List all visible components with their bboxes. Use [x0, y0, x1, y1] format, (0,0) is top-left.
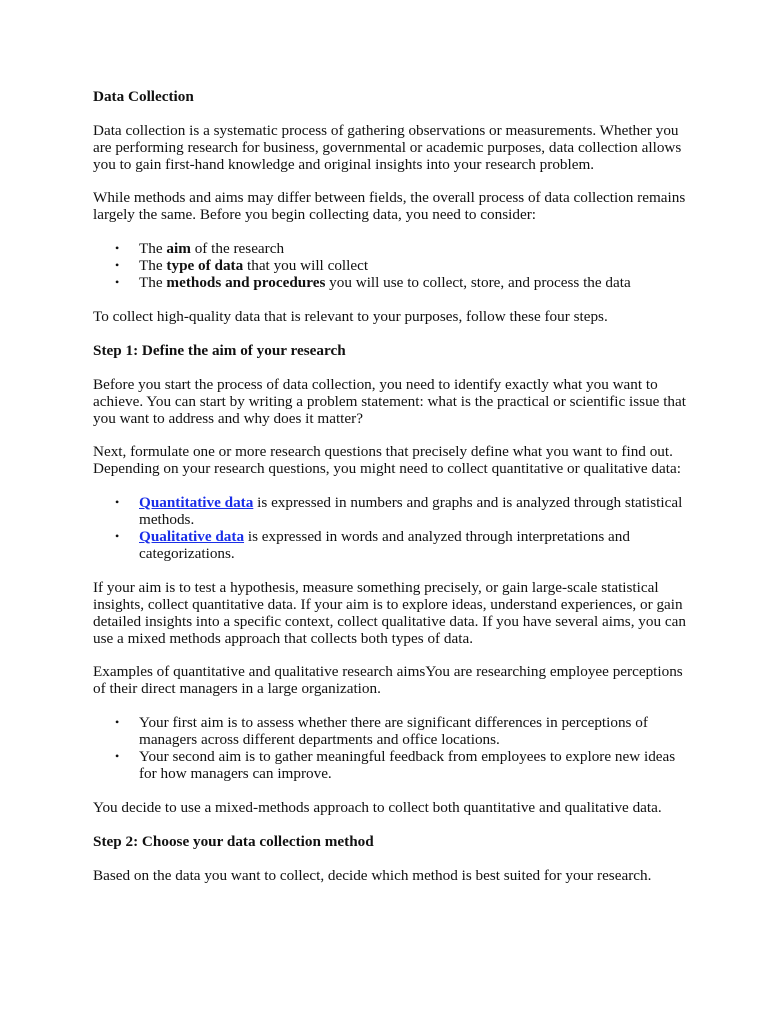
- bullet-icon: •: [115, 529, 120, 543]
- list-item-text: The: [139, 240, 167, 257]
- step1-paragraph-3: If your aim is to test a hypothesis, measure something precisely, or gain large-scale statistical insights, collect quantitative data. If your aim is to explore ideas, understand experiences, or gain detailed insights into a specific context, collect qualitative data. If you have several aims, you can use a mixed methods approach that collects both types of data.: [93, 579, 686, 647]
- qualitative-data-link[interactable]: Qualitative data: [139, 528, 245, 545]
- list-item: [93, 714, 688, 748]
- list-item-text: Your first aim is to assess whether there are significant differences in perceptions of managers across different departments and office locations.: [139, 714, 648, 748]
- step1-paragraph-1: Before you start the process of data collection, you need to identify exactly what you want to achieve. You can start by writing a problem statement: what is the practical or scientific issue that you want to address and why does it matter?: [93, 376, 686, 427]
- list-item-text: you will use to collect, store, and process the data: [325, 274, 631, 291]
- step2-paragraph-1: Based on the data you want to collect, decide which method is best suited for your research.: [93, 867, 652, 884]
- bullet-icon: •: [115, 715, 120, 729]
- list-item: [93, 257, 688, 274]
- step1-heading: Step 1: Define the aim of your research: [93, 342, 346, 359]
- list-item-text: of the research: [190, 240, 285, 257]
- list-item-bold: methods and procedures: [166, 274, 326, 291]
- list-item-bold: aim: [166, 240, 191, 257]
- quantitative-data-link[interactable]: Quantitative data: [139, 494, 254, 511]
- step2-heading: Step 2: Choose your data collection method: [93, 833, 374, 850]
- list-item: [93, 528, 688, 562]
- list-item-text: The: [139, 257, 167, 274]
- list-item-text: The: [139, 274, 167, 291]
- list-item-text: is expressed in words and analyzed through interpretations and categorizations.: [139, 528, 630, 562]
- step1-paragraph-2: Next, formulate one or more research questions that precisely define what you want to find out. Depending on your research questions, you might need to collect quantitative or qualitative data:: [93, 443, 681, 477]
- consider-list: [93, 240, 688, 291]
- list-item: [93, 494, 688, 528]
- list-item-bold: type of data: [166, 257, 244, 274]
- list-item: [93, 274, 688, 291]
- list-item-text: is expressed in numbers and graphs and is analyzed through statistical methods.: [139, 494, 683, 528]
- step1-paragraph-5: You decide to use a mixed-methods approach to collect both quantitative and qualitative data.: [93, 799, 662, 816]
- bullet-icon: •: [115, 258, 120, 272]
- bullet-icon: •: [115, 495, 120, 509]
- step1-paragraph-4: Examples of quantitative and qualitative research aimsYou are researching employee perceptions of their direct managers in a large organization.: [93, 663, 683, 697]
- bullet-icon: •: [115, 275, 120, 289]
- document-title: Data Collection: [93, 88, 194, 105]
- list-item-text: Your second aim is to gather meaningful feedback from employees to explore new ideas for how managers can improve.: [139, 748, 676, 782]
- list-item: [93, 748, 688, 782]
- examples-list: [93, 714, 688, 782]
- list-item: [93, 240, 688, 257]
- data-types-list: [93, 494, 688, 562]
- bullet-icon: •: [115, 749, 120, 763]
- intro-paragraph-2: While methods and aims may differ between fields, the overall process of data collection remains largely the same. Before you begin collecting data, you need to consider:: [93, 189, 686, 223]
- intro-paragraph-1: Data collection is a systematic process of gathering observations or measurements. Whether you are performing research for business, governmental or academic purposes, data collection allows you to gain first-hand knowledge and original insights into your research problem.: [93, 122, 682, 173]
- list-item-text: that you will collect: [243, 257, 369, 274]
- steps-intro: To collect high-quality data that is relevant to your purposes, follow these four steps.: [93, 308, 608, 325]
- bullet-icon: •: [115, 241, 120, 255]
